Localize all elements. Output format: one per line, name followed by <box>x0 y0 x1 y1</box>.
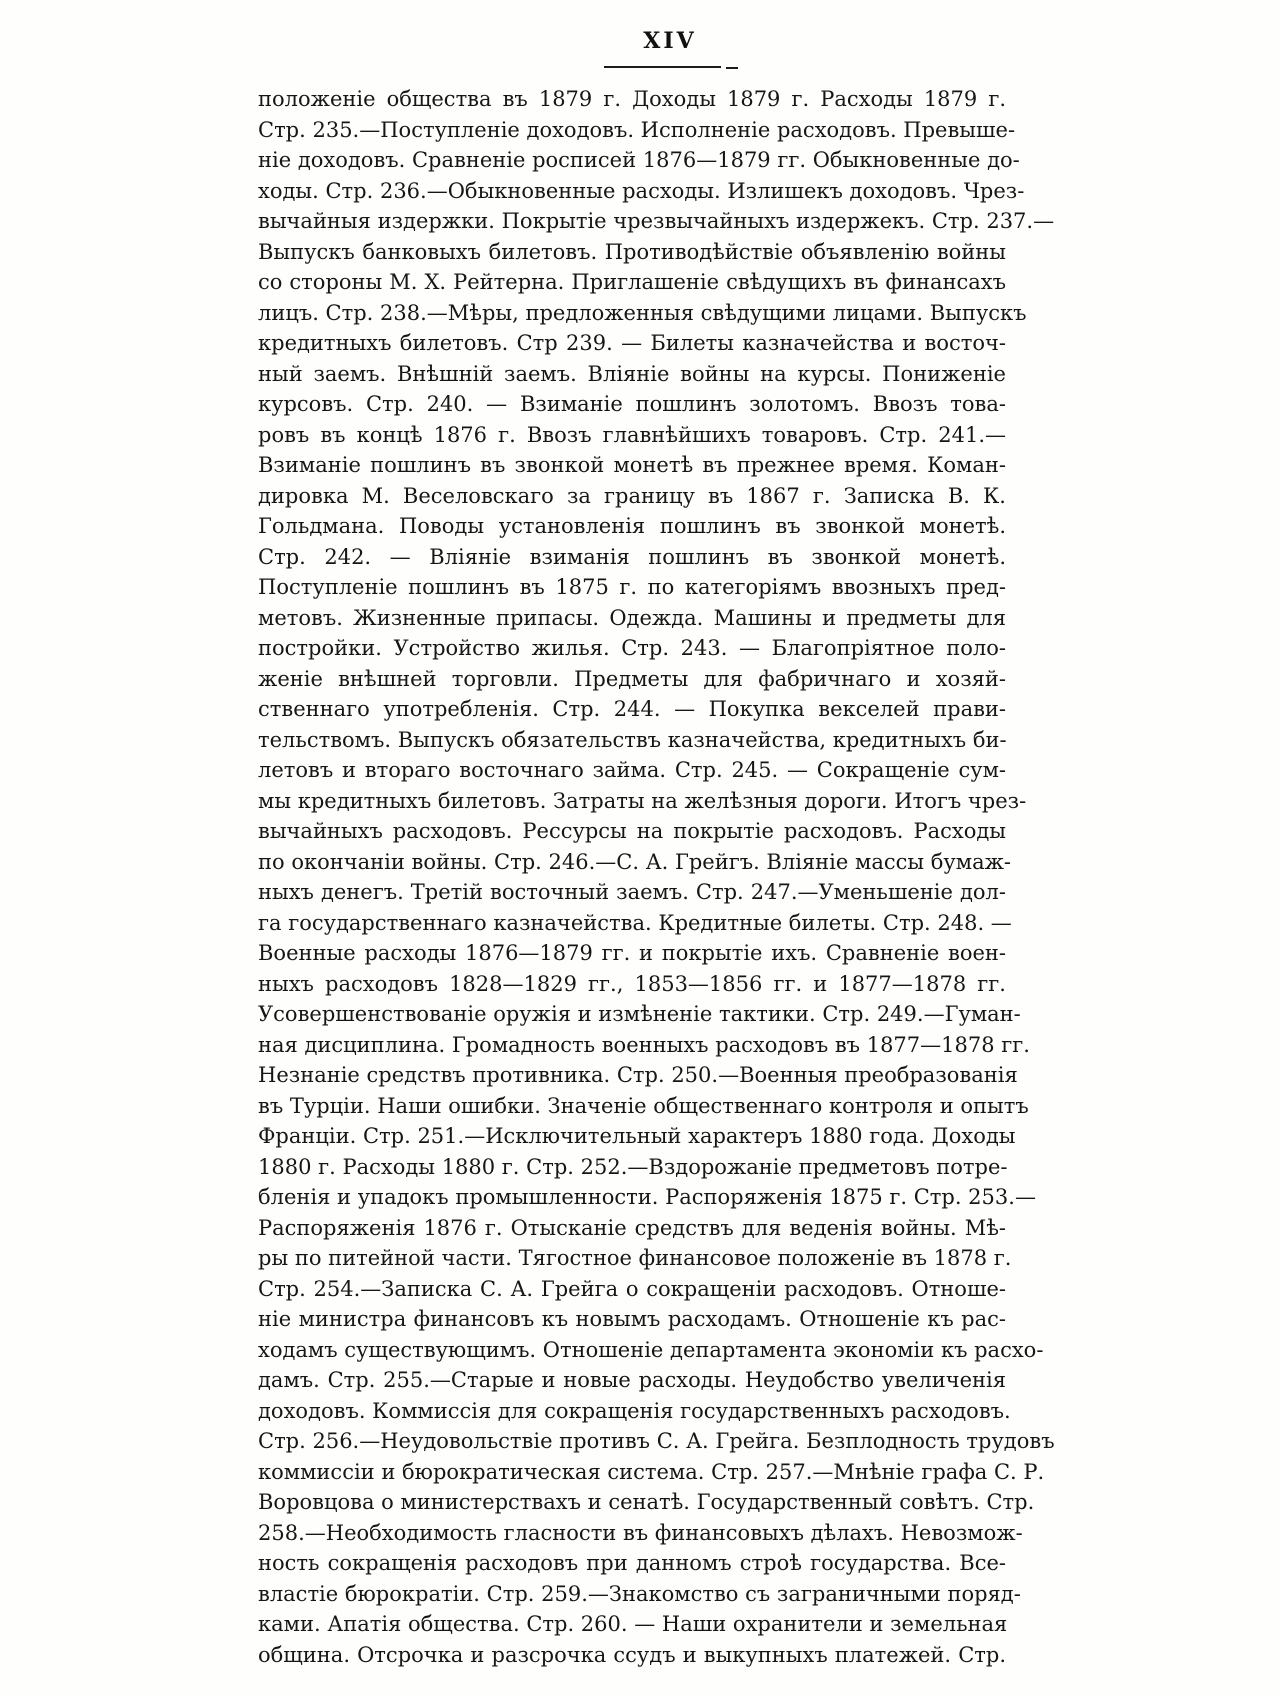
text-line: метовъ. Жизненные припасы. Одежда. Машины и предметы для <box>258 605 1006 630</box>
text-line: тельствомъ. Выпускъ обязательствъ казначейства, кредитныхъ би- <box>258 727 1007 752</box>
text-line: лицъ. Стр. 238.—Мѣры, предложенныя свѣдущими лицами. Выпускъ <box>258 300 1027 325</box>
text-line: кредитныхъ билетовъ. Стр 239. — Билеты казначейства и восточ- <box>258 331 1006 355</box>
text-line: бленія и упадокъ промышленности. Распоряженія 1875 г. Стр. 253.— <box>258 1185 1036 1209</box>
text-line: въ Турціи. Наши ошибки. Значеніе общественнаго контроля и опытъ <box>258 1093 1029 1118</box>
text-line: община. Отсрочка и разсрочка ссудъ и выкупныхъ платежей. Стр. <box>258 1642 1006 1667</box>
text-line: Стр. 235.—Поступленіе доходовъ. Исполненіе расходовъ. Превыше- <box>258 117 1016 142</box>
text-line: ніе доходовъ. Сравненіе росписей 1876—1879 гг. Обыкновенные до- <box>258 148 1020 172</box>
text-line: ственнаго употребленія. Стр. 244. — Покупка векселей прави- <box>258 697 1006 721</box>
text-line: ный заемъ. Внѣшній заемъ. Вліяніе войны на курсы. Пониженіе <box>258 361 1006 386</box>
text-line: Выпускъ банковыхъ билетовъ. Противодѣйствіе объявленію войны <box>258 239 1006 264</box>
header-rule <box>604 66 721 68</box>
text-line: ровъ въ концѣ 1876 г. Ввозъ главнѣйшихъ товаровъ. Стр. 241.— <box>258 422 1006 447</box>
text-line: Незнаніе средствъ противника. Стр. 250.—Военныя преобразованія <box>258 1063 1018 1087</box>
text-line: Стр. 242. — Вліяніе взиманія пошлинъ въ звонкой монетѣ. <box>258 544 1006 569</box>
text-line: ходы. Стр. 236.—Обыкновенные расходы. Излишекъ доходовъ. Чрез- <box>258 178 1025 203</box>
text-line: положеніе общества въ 1879 г. Доходы 1879 г. Расходы 1879 г. <box>258 87 1006 111</box>
text-line: властіе бюрократіи. Стр. 259.—Знакомство съ заграничными поряд- <box>258 1581 1021 1606</box>
text-line: доходовъ. Коммиссія для сокращенія государственныхъ расходовъ. <box>258 1398 1011 1423</box>
text-line: постройки. Устройство жилья. Стр. 243. — Благопріятное поло- <box>258 636 1006 660</box>
text-line: со стороны М. Х. Рейтерна. Приглашеніе свѣдущихъ въ финансахъ <box>258 270 1006 294</box>
text-line: ры по питейной части. Тягостное финансовое положеніе въ 1878 г. <box>258 1246 1012 1270</box>
text-line: ніе министра финансовъ къ новымъ расходамъ. Отношеніе къ рас- <box>258 1307 1006 1331</box>
text-line: ходамъ существующимъ. Отношеніе департамента экономіи къ расхо- <box>258 1337 1044 1362</box>
text-line: Поступленіе пошлинъ въ 1875 г. по категоріямъ ввозныхъ пред- <box>258 575 1006 599</box>
text-line: Усовершенствованіе оружія и измѣненіе тактики. Стр. 249.—Гуман- <box>258 1002 1021 1026</box>
text-line: дировка М. Веселовскаго за границу въ 1867 г. Записка В. К. <box>258 483 1006 508</box>
text-line: коммиссіи и бюрократическая система. Стр. 257.—Мнѣніе графа С. Р. <box>258 1459 1045 1484</box>
text-line: по окончаніи войны. Стр. 246.—С. А. Грейгъ. Вліяніе массы бумаж- <box>258 849 1012 874</box>
text-line: Франціи. Стр. 251.—Исключительный характеръ 1880 года. Доходы <box>258 1124 1016 1148</box>
header-rule-fragment <box>726 67 738 69</box>
text-line: мы кредитныхъ билетовъ. Затраты на желѣзныя дороги. Итогъ чрез- <box>258 788 1027 813</box>
text-line: вычайныхъ расходовъ. Рессурсы на покрытіе расходовъ. Расходы <box>258 819 1006 843</box>
text-line: ныхъ расходовъ 1828—1829 гг., 1853—1856 гг. и 1877—1878 гг. <box>258 971 1006 996</box>
text-line: Взиманіе пошлинъ въ звонкой монетѣ въ прежнее время. Коман- <box>258 453 1006 477</box>
text-line: 258.—Необходимость гласности въ финансовыхъ дѣлахъ. Невозмож- <box>258 1520 1023 1545</box>
text-line: курсовъ. Стр. 240. — Взиманіе пошлинъ золотомъ. Ввозъ това- <box>258 392 1006 416</box>
page-number: XIV <box>643 28 697 54</box>
text-line: ками. Апатія общества. Стр. 260. — Наши охранители и земельная <box>258 1612 1008 1636</box>
text-line: ная дисциплина. Громадность военныхъ расходовъ въ 1877—1878 гг. <box>258 1032 1030 1057</box>
text-line: вычайныя издержки. Покрытіе чрезвычайныхъ издержекъ. Стр. 237.— <box>258 209 1055 233</box>
table-of-contents-text-block <box>258 84 1055 1670</box>
text-line: ность сокращенія расходовъ при данномъ строѣ государства. Все- <box>258 1551 1006 1575</box>
text-line: летовъ и втораго восточнаго займа. Стр. 245. — Сокращеніе сум- <box>258 758 1006 782</box>
text-line: Воровцова о министерствахъ и сенатѣ. Государственный совѣтъ. Стр. <box>258 1490 1035 1514</box>
text-line: Стр. 256.—Неудовольствіе противъ С. А. Грейга. Безплодность трудовъ <box>258 1429 1055 1453</box>
text-line: га государственнаго казначейства. Кредитные билеты. Стр. 248. — <box>258 910 1012 935</box>
text-line: Стр. 254.—Записка С. А. Грейга о сокращеніи расходовъ. Отноше- <box>258 1276 1006 1301</box>
text-line: женіе внѣшней торговли. Предметы для фабричнаго и хозяй- <box>258 666 1006 691</box>
text-line: Военные расходы 1876—1879 гг. и покрытіе ихъ. Сравненіе воен- <box>258 941 1006 965</box>
text-line: Распоряженія 1876 г. Отысканіе средствъ для веденія войны. Мѣ- <box>258 1215 1006 1240</box>
text-line: 1880 г. Расходы 1880 г. Стр. 252.—Вздорожаніе предметовъ потре- <box>258 1154 1008 1179</box>
text-line: дамъ. Стр. 255.—Старые и новые расходы. Неудобство увеличенія <box>258 1368 1006 1392</box>
text-line: ныхъ денегъ. Третій восточный заемъ. Стр. 247.—Уменьшеніе дол- <box>258 880 1006 904</box>
text-line: Гольдмана. Поводы установленія пошлинъ въ звонкой монетѣ. <box>258 514 1006 538</box>
